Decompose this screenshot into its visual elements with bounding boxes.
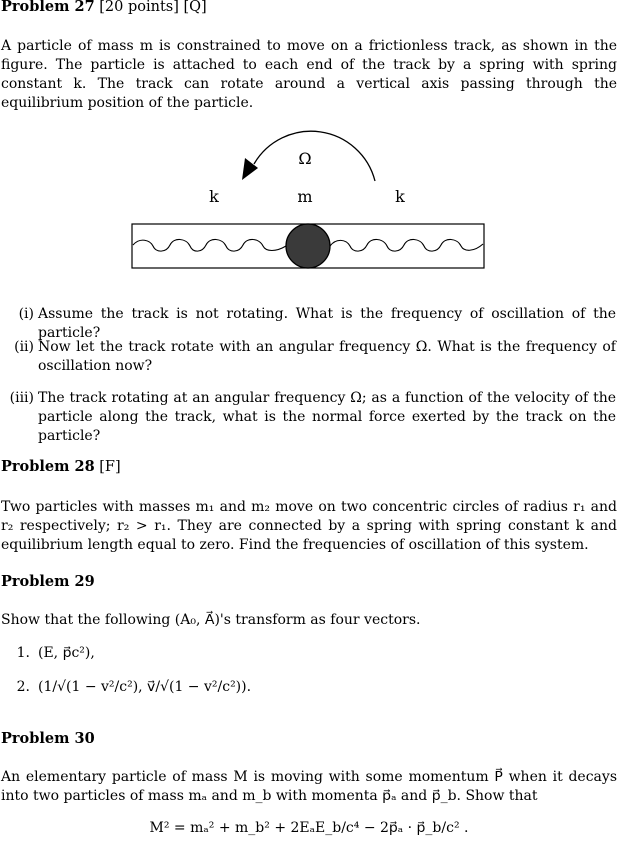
particle (286, 224, 330, 268)
problem-29-header (1, 573, 95, 590)
item-number: 1. (16, 645, 30, 661)
track-figure (0, 120, 618, 280)
problem-27-meta: [20 points] [Q] (99, 0, 207, 15)
rotation-arrow (254, 131, 375, 181)
problem-27-title: Problem 27 (1, 0, 95, 15)
problem-28-title: Problem 28 (1, 458, 95, 475)
problem-30-title: Problem 30 (1, 730, 95, 747)
problem-29-text: Show that the following (A₀, A⃗)'s transform as four vectors. (1, 612, 421, 628)
problem-27-header (1, 0, 207, 15)
problem-30-header (1, 730, 95, 747)
item-text: (1/√(1 − v²/c²), v⃗/√(1 − v²/c²)). (38, 679, 252, 695)
item-text: Now let the track rotate with an angular frequency Ω. What is the frequency of oscillation now? (38, 339, 616, 374)
item-number: (i) (18, 306, 34, 322)
right-k-label: k (395, 187, 405, 206)
problem-30-equation: M² = mₐ² + m_b² + 2EₐE_b/c⁴ − 2p⃗ₐ · p⃗_b/c² . (149, 820, 469, 836)
mass-label: m (297, 187, 313, 206)
problem-29-title: Problem 29 (1, 573, 95, 590)
item-number: (iii) (9, 390, 34, 406)
item-text: (E, p⃗c²), (38, 645, 95, 661)
item-number: 2. (16, 679, 30, 695)
problem-28-text: Two particles with masses m₁ and m₂ move on two concentric circles of radius r₁ and r₂ respectively; r₂ > r₁. They are connected by a spring with spring constant k and equilibrium length equal to zero. Find the frequencies of oscillation of this system. (1, 499, 617, 553)
problem-28-header (1, 458, 121, 475)
item-number: (ii) (14, 339, 34, 355)
problem-27-intro: A particle of mass m is constrained to move on a frictionless track, as shown in the figure. The particle is attached to each end of the track by a spring with spring constant k. The track can rotate around a vertical axis passing through the equilibrium position of the particle. (1, 38, 617, 111)
problem-30-text: An elementary particle of mass M is moving with some momentum P⃗ when it decays into two particles of mass mₐ and m_b with momenta p⃗ₐ and p⃗_b. Show that (1, 769, 617, 804)
item-text: Assume the track is not rotating. What is the frequency of oscillation of the particle? (38, 306, 616, 341)
left-k-label: k (209, 187, 219, 206)
omega-label: Ω (298, 149, 312, 168)
problem-28-meta: [F] (99, 459, 121, 475)
item-text: The track rotating at an angular frequency Ω; as a function of the velocity of the particle along the track, what is the normal force exerted by the track on the particle? (38, 390, 616, 444)
